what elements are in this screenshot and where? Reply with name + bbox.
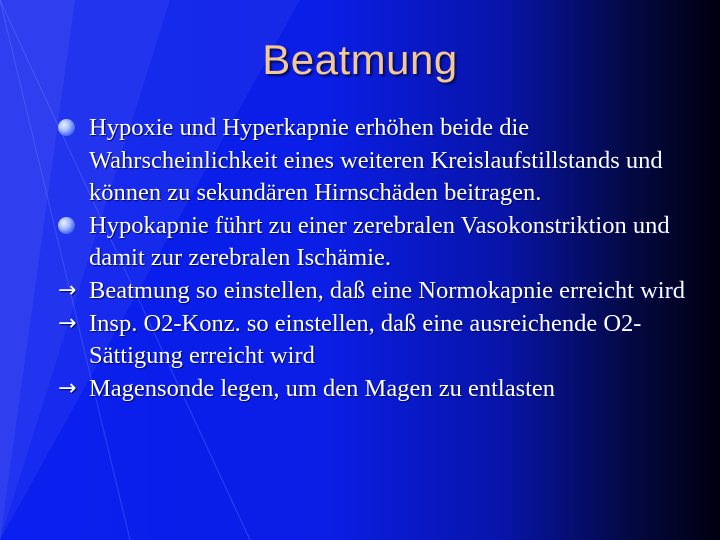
dot-icon: [58, 210, 75, 244]
bullet-item: [58, 275, 708, 308]
slide-title: Beatmung: [262, 36, 458, 83]
dot-icon: [58, 112, 75, 146]
arrow-icon: →: [58, 310, 77, 336]
bullet-item: [58, 210, 708, 275]
bullet-text: Hypoxie und Hyperkapnie erhöhen beide die Wahrscheinlichkeit eines weiteren Kreislaufstillstands und können zu sekundären Hirnschäden beitragen.: [89, 114, 663, 207]
arrow-icon: →: [58, 375, 77, 401]
bullet-text: Hypokapnie führt zu einer zerebralen Vasokonstriktion und damit zur zerebralen Ischämie.: [89, 211, 670, 272]
bullet-text: Magensonde legen, um den Magen zu entlasten: [89, 374, 556, 402]
bullet-item: [58, 112, 708, 210]
arrow-icon: →: [58, 277, 77, 303]
bullet-item: [58, 308, 708, 373]
bullet-list: [58, 112, 708, 405]
bullet-text: Beatmung so einstellen, daß eine Normokapnie erreicht wird: [89, 276, 685, 304]
bullet-text: Insp. O2-Konz. so einstellen, daß eine ausreichende O2-Sättigung erreicht wird: [89, 309, 642, 370]
bullet-item: [58, 373, 708, 406]
